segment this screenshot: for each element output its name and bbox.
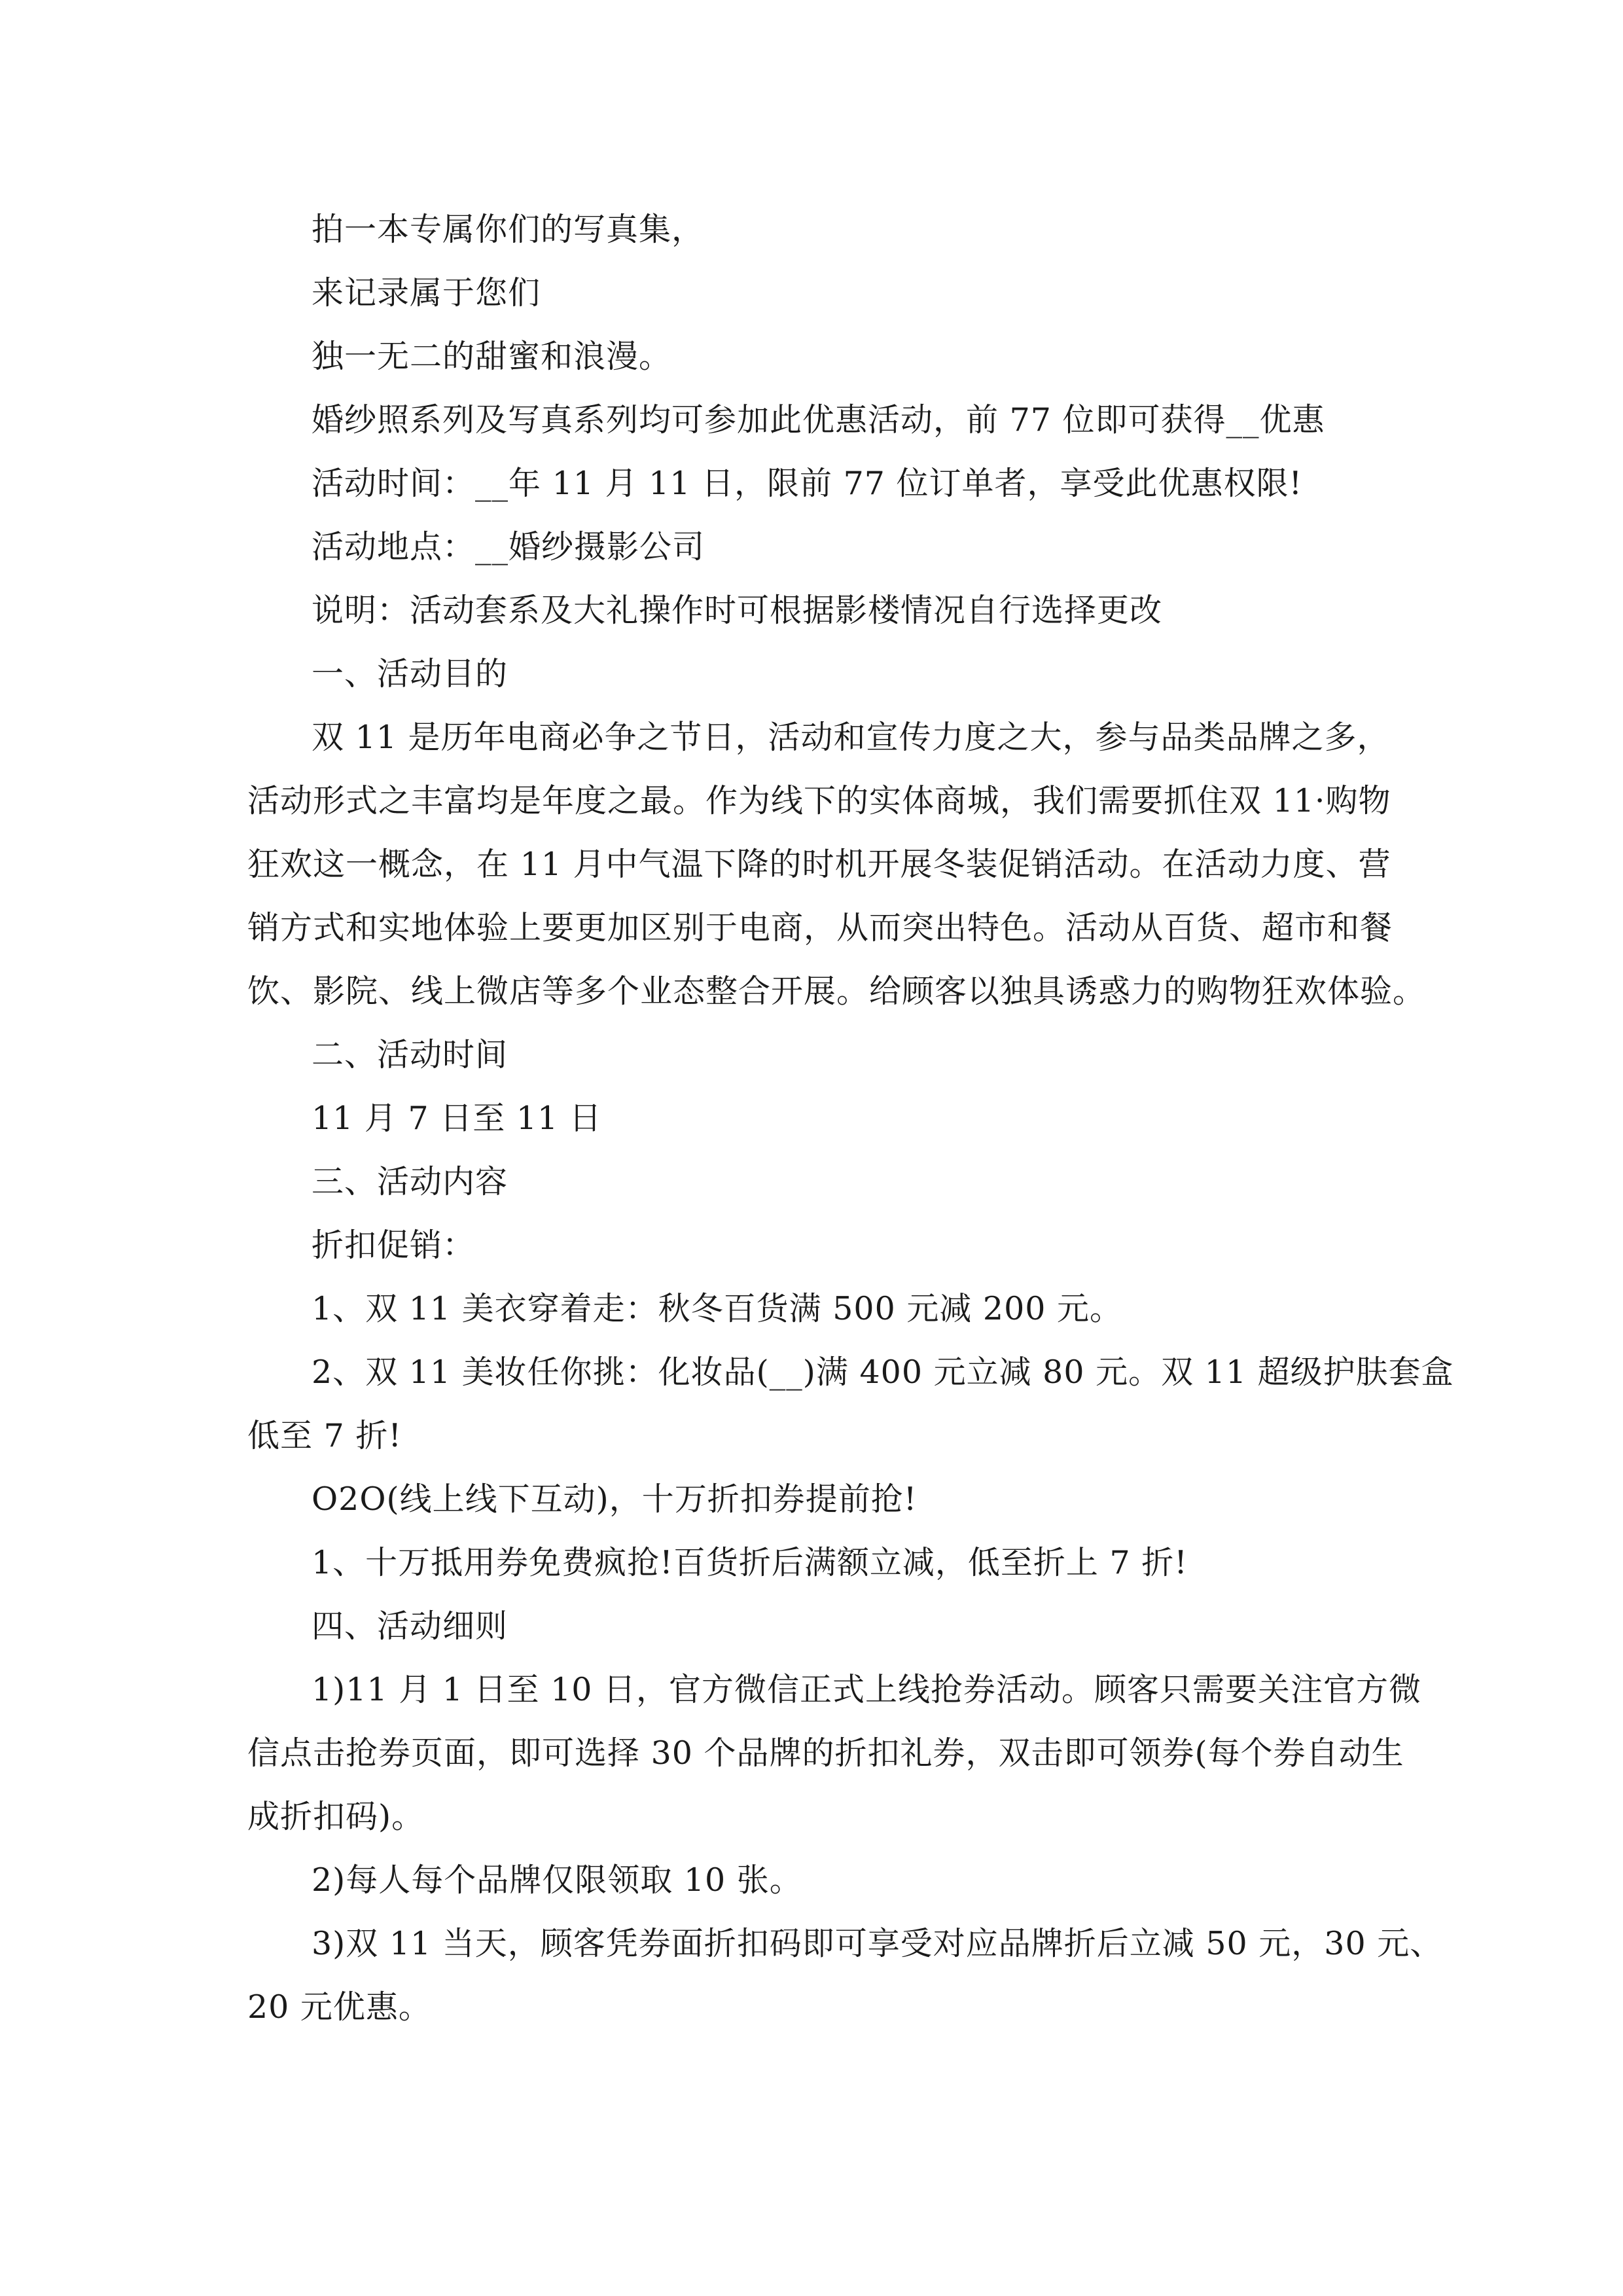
- paragraph-line: 婚纱照系列及写真系列均可参加此优惠活动，前 77 位即可获得__优惠: [312, 401, 1325, 439]
- paragraph-line: 狂欢这一概念，在 11 月中气温下降的时机开展冬装促销活动。在活动力度、营: [247, 846, 1391, 883]
- paragraph-line: 成折扣码)。: [247, 1798, 425, 1835]
- paragraph-line: 活动地点：__婚纱摄影公司: [312, 528, 705, 565]
- paragraph-line: 折扣促销：: [312, 1227, 476, 1264]
- paragraph-line: 1、十万抵用券免费疯抢!百货折后满额立减，低至折上 7 折!: [312, 1544, 1188, 1581]
- paragraph-line: 来记录属于您们: [312, 274, 541, 312]
- paragraph-line: 说明：活动套系及大礼操作时可根据影楼情况自行选择更改: [312, 592, 1163, 629]
- paragraph-line: 20 元优惠。: [247, 1988, 431, 2026]
- paragraph-line: 三、活动内容: [312, 1163, 508, 1200]
- paragraph-line: 1、双 11 美衣穿着走：秋冬百货满 500 元减 200 元。: [312, 1290, 1123, 1327]
- paragraph-line: 2)每人每个品牌仅限领取 10 张。: [312, 1861, 802, 1899]
- paragraph-line: 3)双 11 当天，顾客凭券面折扣码即可享受对应品牌折后立减 50 元，30 元、: [312, 1925, 1443, 1962]
- paragraph-line: 活动形式之丰富均是年度之最。作为线下的实体商城，我们需要抓住双 11·购物: [247, 782, 1391, 819]
- paragraph-line: 1)11 月 1 日至 10 日，官方微信正式上线抢券活动。顾客只需要关注官方微: [312, 1671, 1422, 1708]
- paragraph-line: 一、活动目的: [312, 655, 508, 692]
- paragraph-line: 活动时间：__年 11 月 11 日，限前 77 位订单者，享受此优惠权限!: [312, 465, 1303, 502]
- paragraph-line: 四、活动细则: [312, 1607, 508, 1645]
- paragraph-line: 11 月 7 日至 11 日: [312, 1100, 602, 1137]
- paragraph-line: 低至 7 折!: [247, 1417, 402, 1454]
- paragraph-line: 销方式和实地体验上要更加区别于电商，从而突出特色。活动从百货、超市和餐: [247, 909, 1393, 946]
- paragraph-line: O2O(线上线下互动)，十万折扣券提前抢!: [312, 1480, 918, 1518]
- paragraph-line: 独一无二的甜蜜和浪漫。: [312, 338, 672, 375]
- paragraph-line: 2、双 11 美妆任你挑：化妆品(__)满 400 元立减 80 元。双 11 超级护肤套盒: [312, 1354, 1454, 1391]
- paragraph-line: 二、活动时间: [312, 1036, 508, 1073]
- document-body: [247, 198, 1454, 2039]
- paragraph-line: 信点击抢券页面，即可选择 30 个品牌的折扣礼券，双击即可领券(每个券自动生: [247, 1734, 1404, 1772]
- paragraph-line: 双 11 是历年电商必争之节日，活动和宣传力度之大，参与品类品牌之多，: [312, 719, 1390, 756]
- paragraph-line: 拍一本专属你们的写真集，: [312, 211, 705, 248]
- paragraph-line: 饮、影院、线上微店等多个业态整合开展。给顾客以独具诱惑力的购物狂欢体验。: [247, 973, 1426, 1010]
